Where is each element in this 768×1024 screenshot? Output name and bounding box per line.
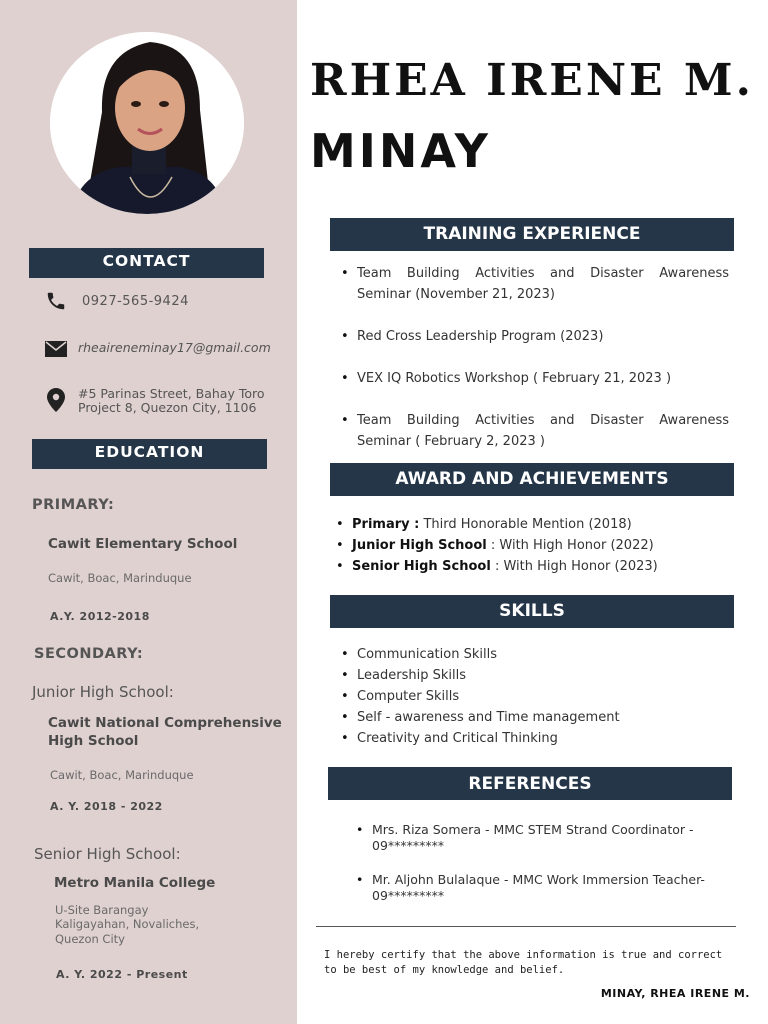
award-label: Senior High School: [352, 559, 491, 574]
list-item: [356, 872, 734, 904]
reference-line-2: 09*********: [372, 838, 445, 853]
sidebar: [0, 0, 297, 1024]
list-item: • Red Cross Leadership Program (2023): [341, 326, 729, 347]
primary-label: PRIMARY:: [32, 497, 115, 513]
divider: [316, 926, 736, 927]
address-line-1: #5 Parinas Street, Bahay Toro: [78, 386, 265, 401]
junior-school-line-1: Cawit National Comprehensive: [48, 715, 282, 731]
primary-school: Cawit Elementary School: [48, 536, 238, 552]
list-item: [356, 822, 734, 854]
primary-address: Cawit, Boac, Marinduque: [48, 571, 192, 585]
reference-line-1: Mrs. Riza Somera - MMC STEM Strand Coordinator -: [372, 822, 694, 837]
list-item: • Team Building Activities and Disaster Awareness Seminar (November 21, 2023): [341, 263, 729, 305]
email-row: [44, 337, 68, 361]
contact-heading: CONTACT: [29, 248, 264, 278]
senior-address-line-1: U-Site Barangay: [55, 903, 149, 917]
list-item: • Computer Skills: [341, 686, 731, 707]
education-heading: EDUCATION: [32, 439, 267, 469]
address-row: [44, 388, 68, 412]
award-text: Third Honorable Mention (2018): [419, 517, 632, 532]
reference-line-1: Mr. Aljohn Bulalaque - MMC Work Immersion Teacher-: [372, 872, 705, 887]
senior-high-label: Senior High School:: [34, 845, 181, 863]
certification-text: I hereby certify that the above information is true and correct to be best of my knowledge and belief.: [324, 949, 723, 976]
junior-high-label: Junior High School:: [32, 683, 174, 701]
signatory-name: MINAY, RHEA IRENE M.: [600, 987, 750, 1000]
name-last-line: MINAY: [310, 124, 491, 178]
award-label: Junior High School: [352, 538, 487, 553]
list-item: • Team Building Activities and Disaster Awareness Seminar ( February 2, 2023 ): [341, 410, 729, 452]
list-item: [336, 535, 731, 556]
phone-row: [44, 289, 68, 313]
list-item: [336, 514, 731, 535]
list-item: [336, 556, 731, 577]
skills-list: [341, 644, 731, 749]
list-item: • VEX IQ Robotics Workshop ( February 21, 2023 ): [341, 368, 729, 389]
award-label: Primary :: [352, 517, 420, 532]
senior-ay: A. Y. 2022 - Present: [56, 968, 188, 981]
envelope-icon: [44, 337, 68, 361]
junior-school-line-2: High School: [48, 733, 139, 749]
award-text: : With High Honor (2022): [486, 538, 654, 553]
training-list: [341, 263, 729, 452]
list-item: • Creativity and Critical Thinking: [341, 728, 731, 749]
email-address: rheaireneminay17@gmail.com: [78, 340, 271, 355]
references-heading: REFERENCES: [328, 767, 732, 800]
training-heading: TRAINING EXPERIENCE: [330, 218, 734, 251]
phone-icon: [44, 289, 68, 313]
profile-photo: [50, 32, 244, 214]
location-pin-icon: [44, 388, 68, 412]
junior-address: Cawit, Boac, Marinduque: [50, 768, 194, 782]
junior-ay: A. Y. 2018 - 2022: [50, 800, 163, 813]
secondary-label: SECONDARY:: [34, 646, 144, 662]
senior-address-line-3: Quezon City: [55, 932, 125, 946]
award-text: : With High Honor (2023): [490, 559, 658, 574]
senior-school: Metro Manila College: [54, 875, 216, 891]
address-line-2: Project 8, Quezon City, 1106: [78, 400, 257, 415]
references-list: [356, 822, 734, 904]
primary-ay: A.Y. 2012-2018: [50, 610, 150, 623]
list-item: • Communication Skills: [341, 644, 731, 665]
list-item: • Leadership Skills: [341, 665, 731, 686]
name-first-line: RHEA IRENE M.: [310, 55, 754, 106]
awards-list: [336, 514, 731, 577]
skills-heading: SKILLS: [330, 595, 734, 628]
senior-address-line-2: Kaligayahan, Novaliches,: [55, 917, 200, 931]
list-item: • Self - awareness and Time management: [341, 707, 731, 728]
awards-heading: AWARD AND ACHIEVEMENTS: [330, 463, 734, 496]
phone-number: 0927-565-9424: [82, 294, 189, 309]
reference-line-2: 09*********: [372, 888, 445, 903]
